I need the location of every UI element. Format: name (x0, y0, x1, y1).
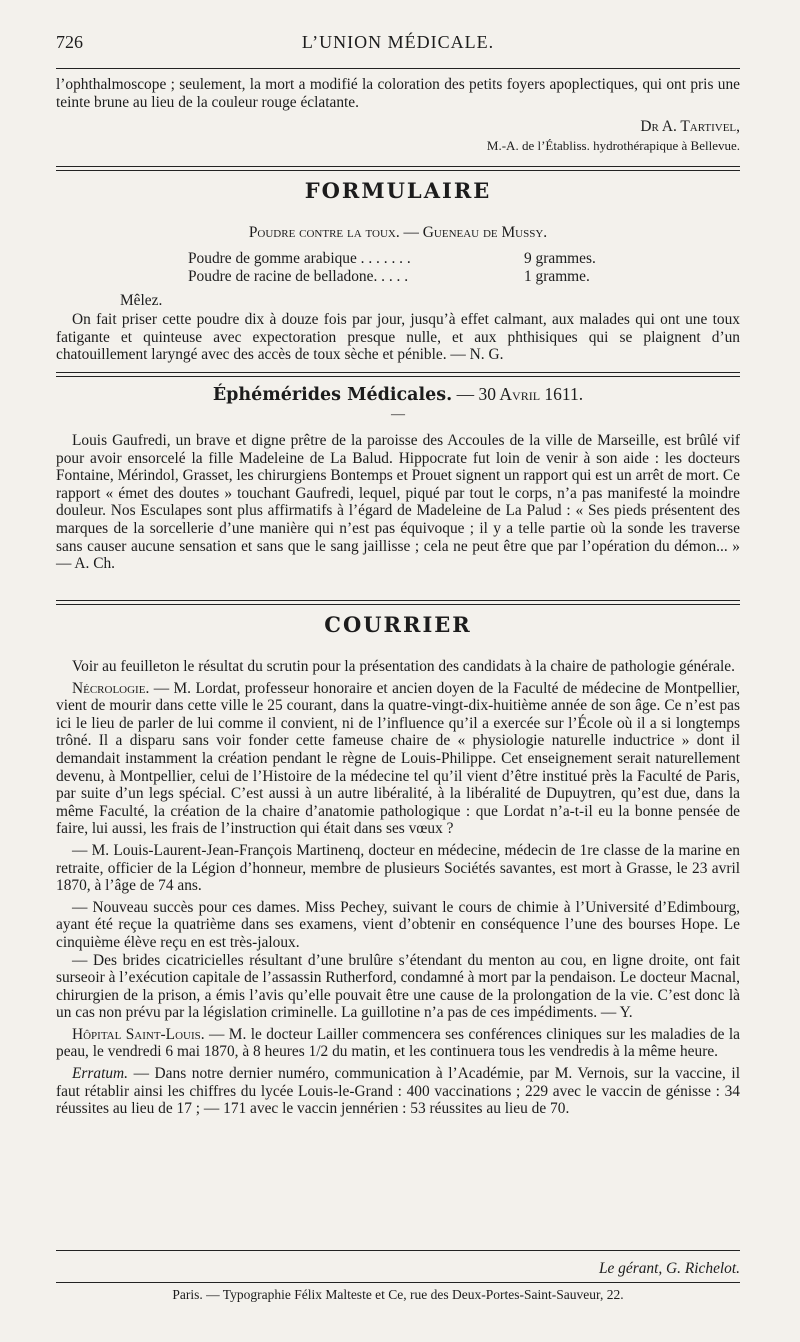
section-rule-2b (56, 376, 740, 377)
courrier-paragraph: — Des brides cicatricielles résultant d’une brulûre s’étendant du menton au cou, en ligne droite, ont fait surseoir à l’exécution capitale de l’assassin Rutherford, condamné à mort par la pendaison. Le docteur Macnal, chirurgien de la prison, a émis l’avis qu’elle pouvait être une cause de la prolongation de la vie. C’est donc là un cas non prévu par la législation criminelle. La guillotine n’a pas de ces impédiments. — Y. (56, 951, 740, 1022)
ephemerides-date: — 30 Avril 1611. (456, 384, 584, 404)
section-rule-1b (56, 170, 740, 171)
ephemerides-dash: — (391, 407, 405, 422)
lead-necrologie: Nécrologie. (72, 679, 150, 697)
signature-name: Dr A. Tartivel, (640, 118, 740, 135)
lead-erratum: Erratum. (72, 1065, 129, 1083)
ingredient-qty: 9 grammes. (524, 250, 596, 267)
courrier-paragraph: — M. Louis-Laurent-Jean-François Martinenq, docteur en médecine, médecin de 1re classe de la marine en retraite, officier de la Légion d’honneur, membre de plusieurs Sociétés savantes, est mort à Grasse, le 23 avril 1870, à l’âge de 74 ans. (56, 841, 740, 895)
running-header (56, 32, 740, 62)
intro-paragraph: l’ophthalmoscope ; seulement, la mort a modifié la coloration des petits foyers apoplectiques, qui ont pris une teinte brune au lieu de la couleur rouge éclatante. (56, 76, 740, 111)
courrier-title: COURRIER (324, 612, 472, 637)
page-number: 726 (56, 32, 83, 52)
courrier-body (56, 658, 740, 1118)
signature-role: M.-A. de l’Établiss. hydrothérapique à Bellevue. (486, 138, 740, 153)
section-rule-1 (56, 166, 740, 167)
gerant-signature: Le gérant, G. Richelot. (598, 1260, 740, 1277)
header-rule (56, 68, 740, 69)
section-rule-3b (56, 604, 740, 605)
bottom-rule (56, 1250, 740, 1251)
courrier-paragraph: Hôpital Saint-Louis. — M. le docteur Lailler commencera ses conférences cliniques sur les maladies de la peau, le vendredi 6 mai 1870, à 8 heures 1/2 du matin, et les continuera tous les vendredis à la même heure. (56, 1025, 740, 1061)
ingredient-row (56, 268, 740, 286)
courrier-paragraph: Voir au feuilleton le résultat du scrutin pour la présentation des candidats à la chaire de pathologie générale. (72, 658, 735, 675)
section-rule-3 (56, 600, 740, 601)
courrier-paragraph: Erratum. — Dans notre dernier numéro, communication à l’Académie, par M. Vernois, sur la vaccine, il faut rétablir ainsi les chiffres du lycée Louis-le-Grand : 400 vaccinations ; 229 avec le vaccin de génisse : 34 réussites au lieu de 17 ; — 171 avec le vaccin jennérien : 53 réussites au lieu de 70. (56, 1065, 740, 1118)
melez-text: Mêlez. (120, 292, 163, 309)
ephemerides-paragraph: Louis Gaufredi, un brave et digne prêtre de la paroisse des Accoules de la ville de Marseille, est brûlé vif pour avoir ensorcelé la fille Madeleine de La Balud. Hippocrate fut loin de venir à son aide : les docteurs Fontaine, Mérindol, Grasset, les chirurgiens Bontemps et Prouet signent un rapport qui est un arrêt de mort. Ce rapport « émet des doutes » touchant Gaufredi, lequel, piqué par tout le corps, n’a pas manifesté la moindre douleur. Nos Esculapes sont plus affirmatifs à l’égard de Madeleine de La Palud : « Ses pieds présentent des marques de la sorcellerie d’une manière qui n’est pas équivoque ; il y a telle partie où la sonde les traverse sans causer aucune sensation et sans que le sang jaillisse ; cela ne peut être que par l’opération du démon... » — A. Ch. (56, 432, 740, 573)
section-rule-2 (56, 372, 740, 373)
ingredient-name: Poudre de racine de belladone. . . . . (188, 268, 409, 285)
ingredient-name: Poudre de gomme arabique . . . . . . . (188, 250, 411, 267)
ephemerides-title: Éphémérides Médicales. — 30 Avril 1611. (212, 384, 584, 405)
formulaire-paragraph: On fait priser cette poudre dix à douze fois par jour, jusqu’à effet calmant, aux malades qui ont une toux fatigante et quinteuse avec expectoration presque nulle, et aux phthisiques qui se plaignent d’un chatouillement laryngé avec des accès de toux sèche et pénible. — N. G. (56, 311, 740, 364)
footer-rule (56, 1282, 740, 1283)
courrier-paragraph: — Nouveau succès pour ces dames. Miss Pechey, suivant le cours de chimie à l’Université d’Edimbourg, ayant été reçue la quatrième dans ses examens, vient d’obtenir en conséquence l’une des bourses Hope. Le cinquième élève reçu en est très-jaloux. (56, 898, 740, 951)
ingredient-row (56, 250, 740, 268)
ingredient-qty: 1 gramme. (524, 268, 590, 285)
formulaire-title: FORMULAIRE (304, 178, 492, 203)
courrier-paragraph: Nécrologie. — M. Lordat, professeur honoraire et ancien doyen de la Faculté de médecine de Montpellier, vient de mourir dans cette ville le 25 courant, dans la quatre-vingt-dix-huitième année de son âge. Ce n’est pas ici le lieu de parler de lui comme il convient, ni de l’influence qu’il a exercée sur l’École où il a si longtemps trôné. Il a disparu sans voir fonder cette fameuse chaire de « physiologie naturelle inductrice » dont il demandait instamment la création pendant le règne de Louis-Philippe. Cet enseignement serait naturellement devenu, à Montpellier, celui de l’Histoire de la médecine tel qu’il vient d’être institué près la Faculté de Paris, par suite d’un legs spécial. C’est aussi à un autre libéralité, à la libéralité de Dupuytren, qu’est due, dans la même Faculté, la création de la chaire d’anatomie pathologique : que Lordat n’a-t-il eu la bonne pensée de faire, lui aussi, les frais de l’instruction qui était dans ses vœux ? (56, 679, 740, 838)
recipe-ingredients (56, 250, 740, 286)
printer-imprint: Paris. — Typographie Félix Malteste et Ce, rue des Deux-Portes-Saint-Sauveur, 22. (172, 1287, 624, 1302)
lead-hopital: Hôpital Saint-Louis. (72, 1025, 205, 1043)
recipe-title: Poudre contre la toux. — Gueneau de Mussy. (248, 224, 548, 241)
journal-title: L’UNION MÉDICALE. (301, 32, 495, 52)
